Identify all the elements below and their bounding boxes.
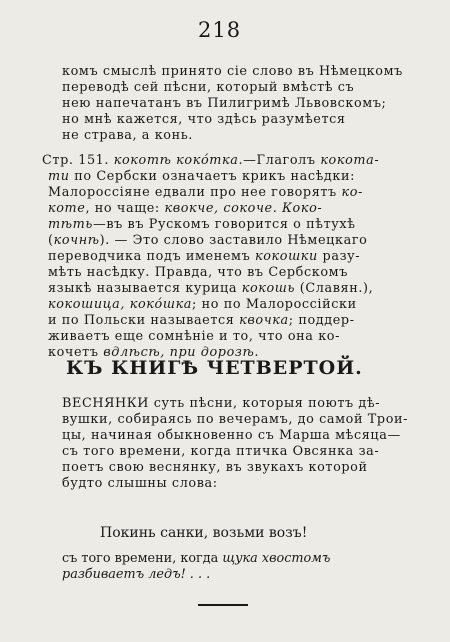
note-line-1-part: —Глаголъ — [243, 153, 321, 168]
note-line-1 — [42, 154, 379, 168]
para1-line-5: не страва, а конь. — [62, 128, 193, 143]
closing-line-2-part: разбиваетъ ледъ! . . . — [62, 567, 211, 582]
note-line-7-part: разу- — [317, 249, 361, 264]
para3-line-6: будто слышны слова: — [62, 476, 218, 491]
note-line-12 — [48, 330, 340, 344]
note-line-13-part: вдлѣсѣ, при дорозѣ. — [103, 345, 260, 360]
closing-line-2 — [62, 568, 210, 582]
para1-line-1: комъ смыслѣ принято сіе слово въ Нѣмецкомъ — [62, 64, 403, 79]
para3-line-2: вушки, собираясь по вечерамъ, до самой Трои- — [62, 412, 409, 427]
note-line-10 — [48, 298, 357, 312]
page-number: 218 — [198, 18, 242, 42]
song-line: Покинь санки, возьми возъ! — [100, 525, 308, 541]
note-line-6-part: кочнѣ — [53, 233, 100, 248]
note-line-6-part: ). — Это слово заставило Нѣмецкаго — [99, 233, 368, 248]
note-line-9-part: языкѣ называется курица — [48, 281, 242, 296]
note-line-11-part: ; поддер- — [288, 313, 355, 328]
note-line-5-part: тѣть — [48, 217, 93, 232]
note-line-5-part: —въ въ Рускомъ говорится о пѣтухѣ — [92, 217, 356, 232]
note-line-4-part: , но чаще: — [85, 201, 165, 216]
closing-line-1 — [62, 552, 330, 566]
note-line-10-part: ; но по Малороссійски — [192, 297, 357, 312]
note-line-5 — [48, 218, 356, 232]
note-line-13-part: кочетъ — [48, 345, 104, 360]
note-line-7 — [48, 250, 360, 264]
closing-line-1-part: съ того времени, когда — [62, 551, 223, 566]
para3-line-4: съ того времени, когда птичка Овсянка за- — [62, 444, 380, 459]
note-line-3-part: Малороссіяне едвали про нее говорятъ — [48, 185, 342, 200]
para1-line-4: но мнѣ кажется, что здѣсь разумѣется — [62, 112, 346, 127]
note-line-2-part: ти — [48, 169, 70, 184]
note-line-4 — [48, 202, 322, 216]
section-heading: КЪ КНИГѢ ЧЕТВЕРТОЙ. — [66, 357, 363, 379]
note-line-6-part: ( — [48, 233, 54, 248]
note-line-9 — [48, 282, 373, 296]
note-line-8 — [48, 266, 348, 280]
end-rule — [198, 604, 248, 606]
note-line-3-part: ко- — [341, 185, 363, 200]
note-line-10-part: кокошица, коко́шка — [48, 297, 193, 312]
note-line-1-part: кокотѣ коко́тка. — [113, 153, 244, 168]
closing-line-1-part: щука хвостомъ — [222, 551, 331, 566]
note-line-9-part: (Славян.), — [295, 281, 374, 296]
para3-line-5: поетъ свою веснянку, въ звукахъ которой — [62, 460, 368, 475]
para3-line-1: ВЕСНЯНКИ суть пѣсни, которыя поютъ дѣ- — [62, 396, 381, 411]
para1-line-3: нею напечатанъ въ Пилигримѣ Львовскомъ; — [62, 96, 387, 111]
note-line-1-part: Стр. 151. — [42, 153, 114, 168]
note-line-7-part: кокошки — [254, 249, 318, 264]
note-line-2-part: по Сербски означаетъ крикъ насѣдки: — [69, 169, 356, 184]
note-line-8-part: мѣть насѣдку. Правда, что въ Сербскомъ — [48, 265, 348, 280]
note-line-12-part: живаетъ еще сомнѣніе и то, что она ко- — [48, 329, 341, 344]
note-line-1-part: кокота- — [320, 153, 380, 168]
note-line-11-part: квочка — [239, 313, 289, 328]
note-line-3 — [48, 186, 363, 200]
note-line-6 — [48, 234, 367, 248]
note-line-4-part: квокче, сокоче. Коко- — [164, 201, 323, 216]
note-line-2 — [48, 170, 355, 184]
note-line-11 — [48, 314, 355, 328]
note-line-11-part: и по Польски называется — [48, 313, 240, 328]
note-line-4-part: коте — [48, 201, 86, 216]
para3-line-3: цы, начиная обыкновенно съ Марша мѣсяца— — [62, 428, 401, 443]
para1-line-2: переводѣ сей пѣсни, который вмѣстѣ съ — [62, 80, 355, 95]
note-line-9-part: кокошь — [241, 281, 296, 296]
note-line-7-part: переводчика подъ именемъ — [48, 249, 255, 264]
